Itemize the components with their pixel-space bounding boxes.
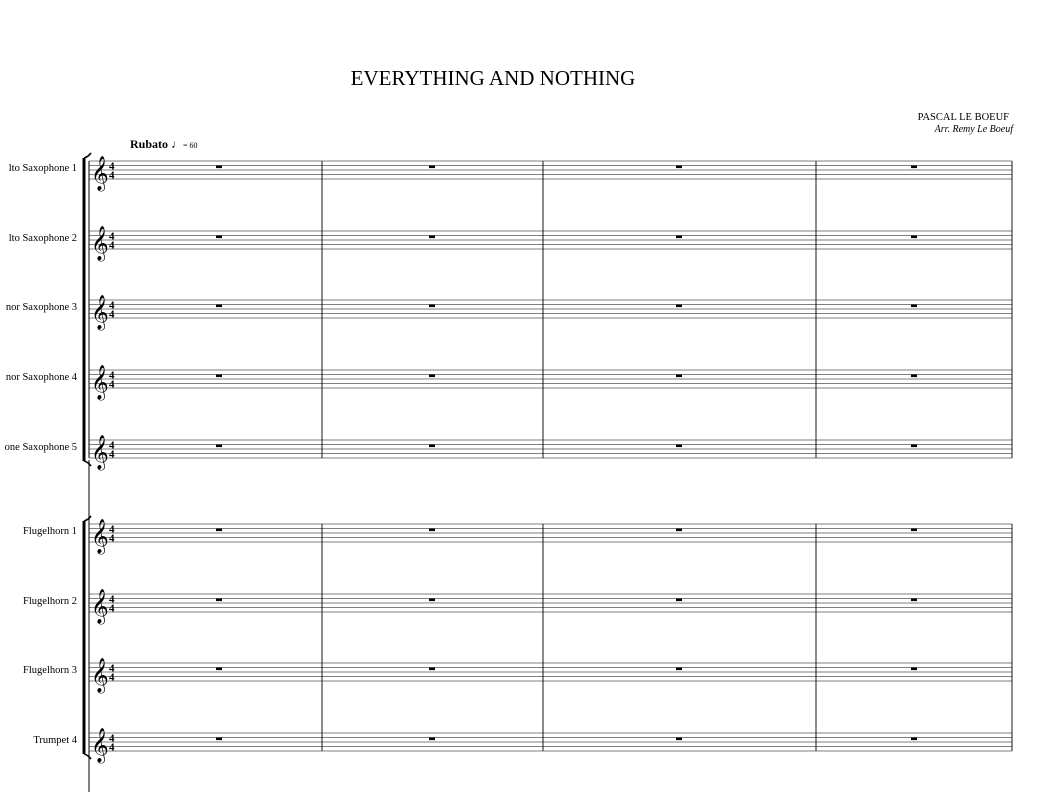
whole-rest [676, 445, 682, 448]
whole-rest [676, 305, 682, 308]
whole-rest [911, 738, 917, 741]
instrument-label: Flugelhorn 2 [23, 596, 77, 607]
time-signature-denominator: 4 [109, 741, 115, 754]
whole-rest [676, 599, 682, 602]
tempo-bpm: = 60 [183, 141, 198, 150]
whole-rest [676, 375, 682, 378]
whole-rest [911, 599, 917, 602]
treble-clef-icon: 𝄞 [91, 728, 109, 763]
instrument-label: nor Saxophone 3 [5, 302, 77, 313]
arranger-credit: Arr. Remy Le Boeuf [934, 124, 1013, 135]
instrument-label: Flugelhorn 1 [23, 526, 77, 537]
time-signature-numerator: 4 [109, 593, 115, 606]
instrument-label: Trumpet 4 [33, 735, 77, 746]
bracket-hook-top [84, 516, 91, 521]
time-signature-denominator: 4 [109, 378, 115, 391]
time-signature-denominator: 4 [109, 448, 115, 461]
whole-rest [676, 668, 682, 671]
instrument-label: lto Saxophone 2 [8, 233, 77, 244]
whole-rest [911, 529, 917, 532]
whole-rest [216, 668, 222, 671]
treble-clef-icon: 𝄞 [91, 156, 109, 191]
whole-rest [911, 668, 917, 671]
whole-rest [216, 599, 222, 602]
instrument-label: lto Saxophone 1 [8, 163, 77, 174]
time-signature-numerator: 4 [109, 299, 115, 312]
group-bracket [83, 158, 86, 461]
instrument-label: nor Saxophone 4 [5, 372, 77, 383]
quarter-note-icon: ♩ [171, 137, 184, 151]
time-signature-numerator: 4 [109, 369, 115, 382]
whole-rest [429, 529, 435, 532]
whole-rest [429, 445, 435, 448]
treble-clef-icon: 𝄞 [91, 226, 109, 261]
treble-clef-icon: 𝄞 [91, 365, 109, 400]
group-bracket [83, 521, 86, 754]
whole-rest [216, 236, 222, 239]
treble-clef-icon: 𝄞 [91, 589, 109, 624]
time-signature-denominator: 4 [109, 602, 115, 615]
whole-rest [911, 445, 917, 448]
time-signature-numerator: 4 [109, 439, 115, 452]
treble-clef-icon: 𝄞 [91, 519, 109, 554]
time-signature-numerator: 4 [109, 160, 115, 173]
whole-rest [429, 738, 435, 741]
whole-rest [429, 236, 435, 239]
whole-rest [911, 305, 917, 308]
bracket-hook-top [84, 153, 91, 158]
bracket-hook-bottom [84, 754, 91, 759]
whole-rest [429, 375, 435, 378]
whole-rest [429, 599, 435, 602]
time-signature-denominator: 4 [109, 169, 115, 182]
treble-clef-icon: 𝄞 [91, 435, 109, 470]
whole-rest [216, 375, 222, 378]
composer-credit: PASCAL LE BOEUF [917, 112, 1009, 123]
treble-clef-icon: 𝄞 [91, 295, 109, 330]
time-signature-denominator: 4 [109, 308, 115, 321]
whole-rest [216, 166, 222, 169]
time-signature-numerator: 4 [109, 523, 115, 536]
instrument-label: Flugelhorn 3 [23, 665, 77, 676]
score-title: EVERYTHING AND NOTHING [350, 66, 636, 90]
whole-rest [429, 166, 435, 169]
whole-rest [911, 236, 917, 239]
whole-rest [429, 668, 435, 671]
whole-rest [429, 305, 435, 308]
whole-rest [676, 529, 682, 532]
whole-rest [676, 236, 682, 239]
treble-clef-icon: 𝄞 [91, 658, 109, 693]
time-signature-denominator: 4 [109, 671, 115, 684]
time-signature-denominator: 4 [109, 532, 115, 545]
instrument-label: one Saxophone 5 [4, 442, 77, 453]
whole-rest [911, 375, 917, 378]
whole-rest [216, 738, 222, 741]
time-signature-denominator: 4 [109, 239, 115, 252]
whole-rest [676, 166, 682, 169]
bracket-hook-bottom [84, 461, 91, 466]
time-signature-numerator: 4 [109, 732, 115, 745]
time-signature-numerator: 4 [109, 230, 115, 243]
whole-rest [676, 738, 682, 741]
whole-rest [911, 166, 917, 169]
whole-rest [216, 445, 222, 448]
whole-rest [216, 529, 222, 532]
whole-rest [216, 305, 222, 308]
time-signature-numerator: 4 [109, 662, 115, 675]
tempo-text: Rubato [130, 137, 169, 151]
